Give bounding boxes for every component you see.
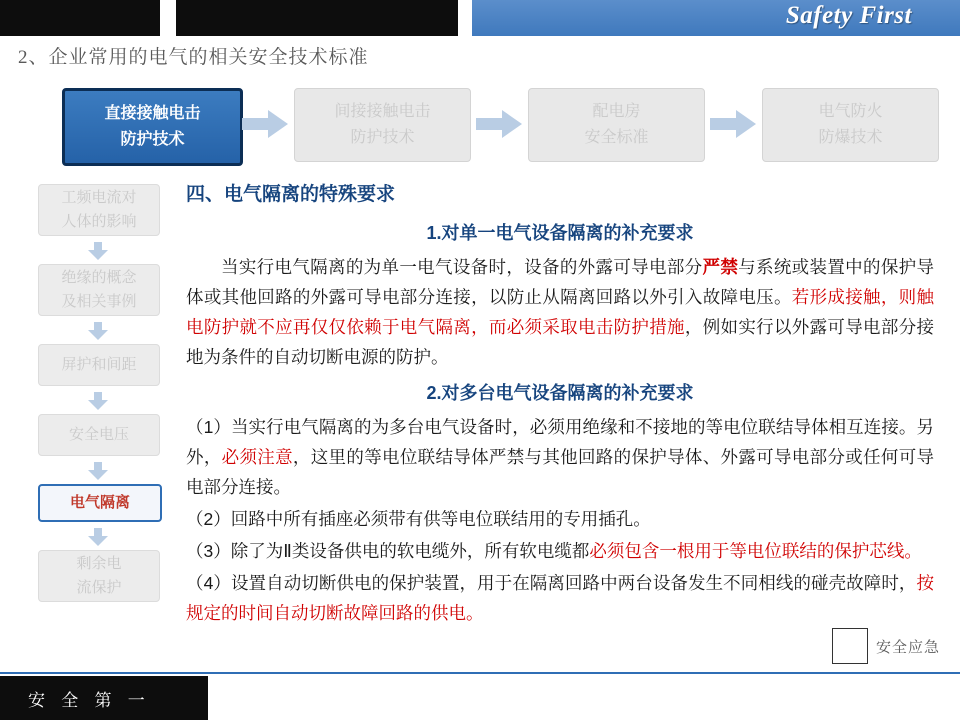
- menu-item-line1: 屏护和间距: [61, 356, 137, 373]
- paragraph-item-1: [186, 412, 934, 502]
- menu-arrow-icon-1: [38, 242, 158, 260]
- para1-text-e: ，例如实行以外露可导电部分接地为条件的自动切断电源的防护。: [186, 317, 935, 367]
- banner-title: Safety First: [785, 2, 912, 29]
- chain-item-line1: 间接接触电击: [334, 103, 431, 120]
- chain-item-line1: 电气防火: [818, 103, 883, 120]
- chain-arrow-icon-1: [242, 110, 288, 138]
- menu-arrow-icon-5: [38, 528, 158, 546]
- para1-text-a: 当实行电气隔离的为单一电气设备时，设备的外露可导电部分: [221, 257, 703, 277]
- chain-item-direct-contact[interactable]: [62, 88, 243, 166]
- banner-band-black-mid: [176, 0, 458, 36]
- menu-arrow-icon-4: [38, 462, 158, 480]
- chain-item-line2: 防爆技术: [818, 129, 883, 146]
- para2-text-c: ，这里的等电位联结导体严禁与其他回路的保护导体、外露可导电部分或任何可导电部分连接。: [186, 447, 935, 497]
- menu-arrow-icon-3: [38, 392, 158, 410]
- menu-item-line1: 绝缘的概念: [61, 269, 137, 286]
- qr-badge-label: 安全应急: [875, 638, 940, 656]
- paragraph-single-device: [186, 252, 934, 372]
- banner-band-white-2: [458, 0, 472, 36]
- left-menu: [38, 184, 166, 608]
- chain-item-line2: 安全标准: [584, 129, 649, 146]
- bottom-bar-label: 安 全 第 一: [28, 691, 151, 710]
- menu-item-line1: 工频电流对: [61, 189, 137, 206]
- paragraph-item-4: [186, 568, 934, 628]
- menu-item-electrical-isolation[interactable]: [38, 484, 162, 522]
- para1-emphasis-measures: 若形成接触，则触电防护就不应再仅仅依赖于电气隔离，而必须采取电击防护措施: [186, 287, 935, 337]
- chain-item-line2: 防护技术: [120, 131, 185, 148]
- para5-emphasis-cutoff: 按规定的时间自动切断故障回路的供电。: [186, 573, 934, 623]
- chain-item-line2: 防护技术: [350, 129, 415, 146]
- para1-emphasis-forbidden: 严禁: [702, 257, 739, 277]
- chain-item-line1: 直接接触电击: [104, 105, 201, 122]
- menu-item-insulation-concept[interactable]: [38, 264, 160, 316]
- content-title: 四、电气隔离的特殊要求: [186, 184, 396, 205]
- menu-item-line1: 安全电压: [68, 426, 129, 443]
- para1-text-c: 与系统或装置中的保护导体或其他回路的外露可导电部分连接，以防止从隔离回路以外引入故障电压。: [186, 257, 935, 307]
- menu-item-line2: 流保护: [76, 579, 122, 596]
- paragraph-item-3: [186, 536, 934, 566]
- menu-item-line1: 剩余电: [76, 555, 122, 572]
- menu-item-safety-voltage[interactable]: [38, 414, 160, 456]
- menu-item-line1: 电气隔离: [69, 494, 130, 511]
- content-subtitle-1: 1.对单一电气设备隔离的补充要求: [426, 223, 694, 243]
- menu-item-power-frequency-current[interactable]: [38, 184, 160, 236]
- content-subtitle-2: 2.对多台电气设备隔离的补充要求: [426, 383, 694, 403]
- para2-emphasis-attention: 必须注意: [221, 447, 293, 467]
- chain-arrow-icon-3: [710, 110, 756, 138]
- menu-arrow-icon-2: [38, 322, 158, 340]
- chain-arrow-icon-2: [476, 110, 522, 138]
- qr-badge: [832, 628, 940, 664]
- para2-text-a: （1）当实行电气隔离的为多台电气设备时，必须用绝缘和不接地的等电位联结导体相互连接。另外，: [186, 417, 934, 467]
- para5-text-a: （4）设置自动切断供电的保护装置，用于在隔离回路中两台设备发生不同相线的碰壳故障时，: [186, 573, 917, 593]
- menu-item-shielding-clearance[interactable]: [38, 344, 160, 386]
- chain-item-line1: 配电房: [592, 103, 641, 120]
- process-chain: [62, 88, 942, 166]
- paragraph-item-2: （2）回路中所有插座必须带有供等电位联结用的专用插孔。: [186, 509, 651, 529]
- top-banner: [0, 0, 960, 36]
- chain-item-indirect-contact[interactable]: [294, 88, 471, 162]
- main-content: [186, 180, 934, 630]
- chain-item-fire-explosion[interactable]: [762, 88, 939, 162]
- banner-band-white-1: [160, 0, 176, 36]
- menu-item-line2: 人体的影响: [61, 213, 137, 230]
- menu-item-line2: 及相关事例: [61, 293, 137, 310]
- chain-item-substation-standard[interactable]: [528, 88, 705, 162]
- para4-emphasis-core: 必须包含一根用于等电位联结的保护芯线。: [589, 541, 922, 561]
- banner-band-black-left: [0, 0, 160, 36]
- menu-item-residual-current-protection[interactable]: [38, 550, 160, 602]
- qr-code-icon: [832, 628, 868, 664]
- para4-text-a: （3）除了为Ⅱ类设备供电的软电缆外，所有软电缆都: [186, 541, 590, 561]
- section-heading: 2、企业常用的电气的相关安全技术标准: [18, 47, 369, 68]
- bottom-bar: [0, 672, 960, 720]
